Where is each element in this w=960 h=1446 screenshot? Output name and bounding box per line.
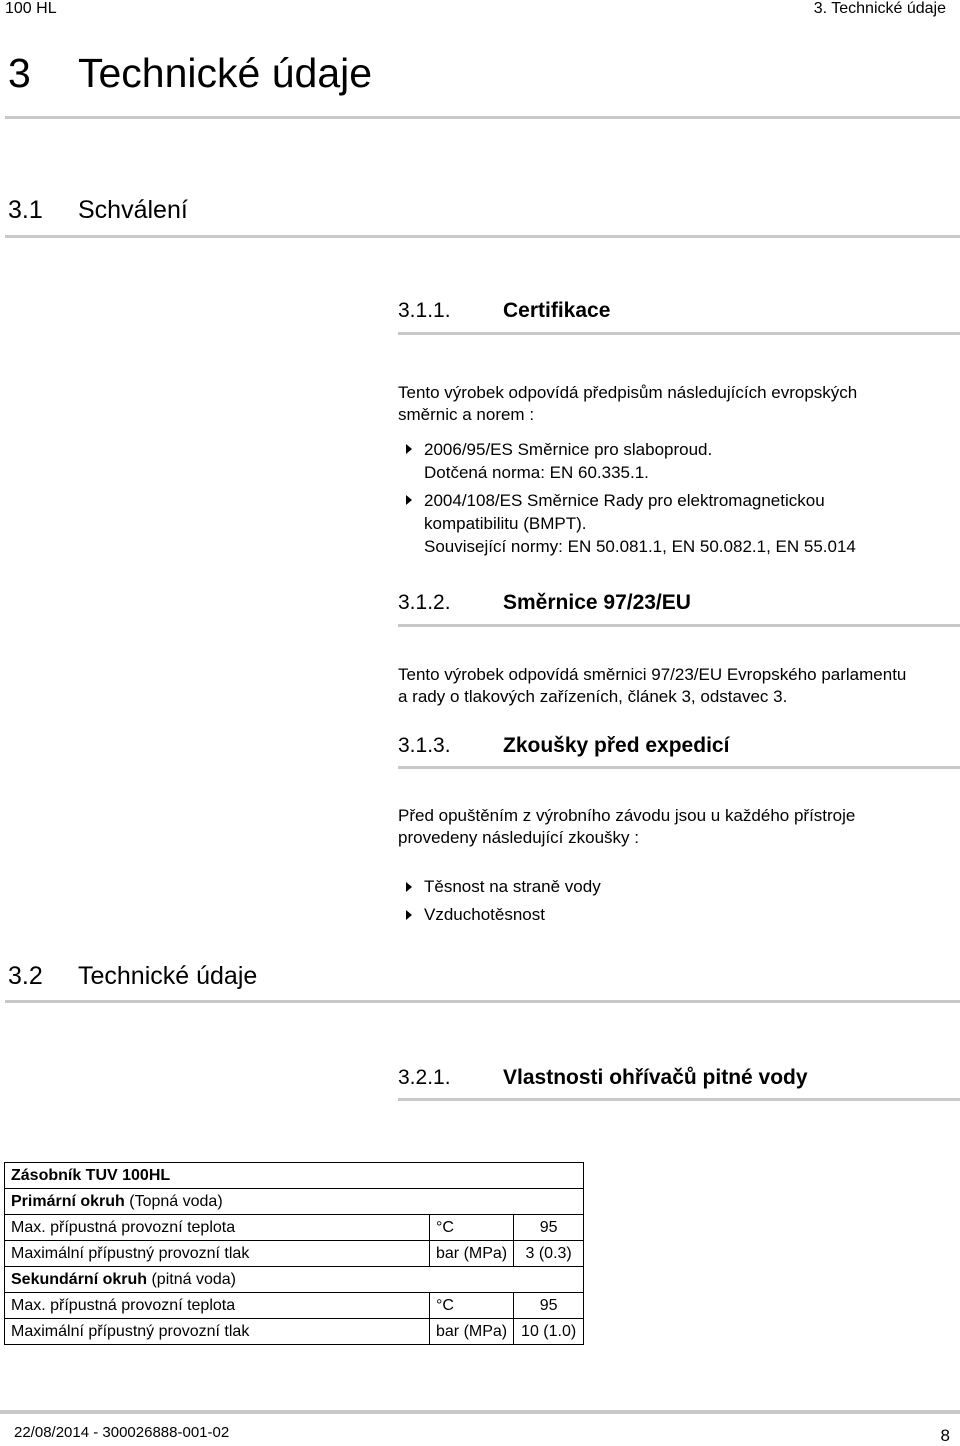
group-title-bold: Sekundární okruh — [11, 1270, 148, 1288]
table-cell-label: Max. přípustná provozní teplota — [5, 1215, 430, 1241]
paragraph-line: a rady o tlakových zařízeních, článek 3, odstavec 3. — [398, 687, 788, 706]
chapter-number: 3 — [8, 50, 31, 96]
header-left: 100 HL — [5, 0, 57, 17]
chapter-title — [8, 50, 372, 97]
subsection-title: Vlastnosti ohřívačů pitné vody — [503, 1066, 808, 1089]
list-item-text: 2006/95/ES Směrnice pro slaboproud. — [424, 440, 713, 459]
table-cell-value: 10 (1.0) — [514, 1319, 584, 1345]
table-title: Zásobník TUV 100HL — [11, 1166, 171, 1184]
table-row — [5, 1163, 584, 1189]
table-title-cell — [5, 1163, 584, 1189]
table-row — [5, 1241, 584, 1267]
subsection-heading-3-1-3 — [398, 734, 729, 758]
table-row — [5, 1293, 584, 1319]
paragraph-line: provedeny následující zkoušky : — [398, 828, 639, 847]
certification-intro — [398, 382, 960, 426]
table-cell-label: Maximální přípustný provozní tlak — [5, 1241, 430, 1267]
group-title-bold: Primární okruh — [11, 1192, 125, 1210]
list-item-text: Dotčená norma: EN 60.335.1. — [424, 463, 649, 482]
subsection-rule — [398, 766, 960, 769]
paragraph-line: Tento výrobek odpovídá směrnici 97/23/EU Evropského parlamentu — [398, 665, 907, 684]
table-group-cell — [5, 1189, 584, 1215]
bullet-arrow-icon — [406, 910, 412, 920]
subsection-number: 3.1.1. — [398, 299, 451, 322]
header-right: 3. Technické údaje — [813, 0, 946, 17]
tests-intro — [398, 805, 960, 849]
section-title: Technické údaje — [78, 962, 258, 990]
table-row — [5, 1267, 584, 1293]
subsection-number: 3.1.3. — [398, 734, 451, 757]
list-item-text: 2004/108/ES Směrnice Rady pro elektromagnetickou — [424, 491, 825, 510]
table-cell-unit: bar (MPa) — [430, 1241, 514, 1267]
section-number: 3.1 — [8, 196, 43, 224]
directive-text — [398, 664, 960, 708]
section-heading-3-2 — [8, 962, 257, 991]
subsection-heading-3-1-2 — [398, 591, 691, 615]
section-heading-3-1 — [8, 196, 188, 225]
bullet-arrow-icon — [406, 444, 412, 454]
table-cell-value: 95 — [514, 1215, 584, 1241]
table-cell-unit: bar (MPa) — [430, 1319, 514, 1345]
subsection-title: Certifikace — [503, 299, 611, 322]
list-item-text: Související normy: EN 50.081.1, EN 50.082.1, EN 55.014 — [424, 537, 856, 556]
footer-doc-id: 22/08/2014 - 300026888-001-02 — [14, 1424, 230, 1441]
table-cell-value: 3 (0.3) — [514, 1241, 584, 1267]
list-item-text: kompatibilitu (BMPT). — [424, 514, 587, 533]
list-item — [398, 489, 960, 558]
table-cell-unit: °C — [430, 1215, 514, 1241]
section-number: 3.2 — [8, 962, 43, 990]
subsection-rule — [398, 1098, 960, 1101]
certification-list — [398, 438, 960, 558]
subsection-title: Směrnice 97/23/EU — [503, 591, 691, 614]
paragraph-line: Před opuštěním z výrobního závodu jsou u každého přístroje — [398, 806, 856, 825]
section-rule — [5, 235, 960, 238]
list-item — [398, 901, 960, 929]
section-title: Schválení — [78, 196, 188, 224]
list-item-text: Vzduchotěsnost — [424, 905, 545, 924]
bullet-arrow-icon — [406, 495, 412, 505]
page-number: 8 — [940, 1426, 950, 1445]
chapter-rule — [5, 116, 960, 119]
chapter-title-text: Technické údaje — [78, 50, 373, 96]
subsection-title: Zkoušky před expedicí — [503, 734, 730, 757]
subsection-heading-3-1-1 — [398, 299, 610, 323]
intro-line: směrnic a norem : — [398, 405, 535, 424]
section-rule — [5, 1000, 960, 1003]
spec-table — [4, 1162, 584, 1345]
footer-rule — [0, 1410, 960, 1414]
table-cell-value: 95 — [514, 1293, 584, 1319]
bullet-arrow-icon — [406, 882, 412, 892]
table-row — [5, 1319, 584, 1345]
table-cell-label: Maximální přípustný provozní tlak — [5, 1319, 430, 1345]
table-row — [5, 1215, 584, 1241]
subsection-number: 3.2.1. — [398, 1066, 451, 1089]
group-title-rest: (Topná voda) — [124, 1192, 223, 1210]
list-item — [398, 873, 960, 901]
table-row — [5, 1189, 584, 1215]
intro-line: Tento výrobek odpovídá předpisům následujících evropských — [398, 383, 858, 402]
list-item — [398, 438, 960, 484]
subsection-number: 3.1.2. — [398, 591, 451, 614]
group-title-rest: (pitná voda) — [147, 1270, 236, 1288]
table-cell-label: Max. přípustná provozní teplota — [5, 1293, 430, 1319]
list-item-text: Těsnost na straně vody — [424, 877, 601, 896]
tests-list — [398, 873, 960, 929]
table-group-cell — [5, 1267, 584, 1293]
subsection-rule — [398, 624, 960, 627]
subsection-heading-3-2-1 — [398, 1066, 808, 1090]
table-cell-unit: °C — [430, 1293, 514, 1319]
subsection-rule — [398, 332, 960, 335]
